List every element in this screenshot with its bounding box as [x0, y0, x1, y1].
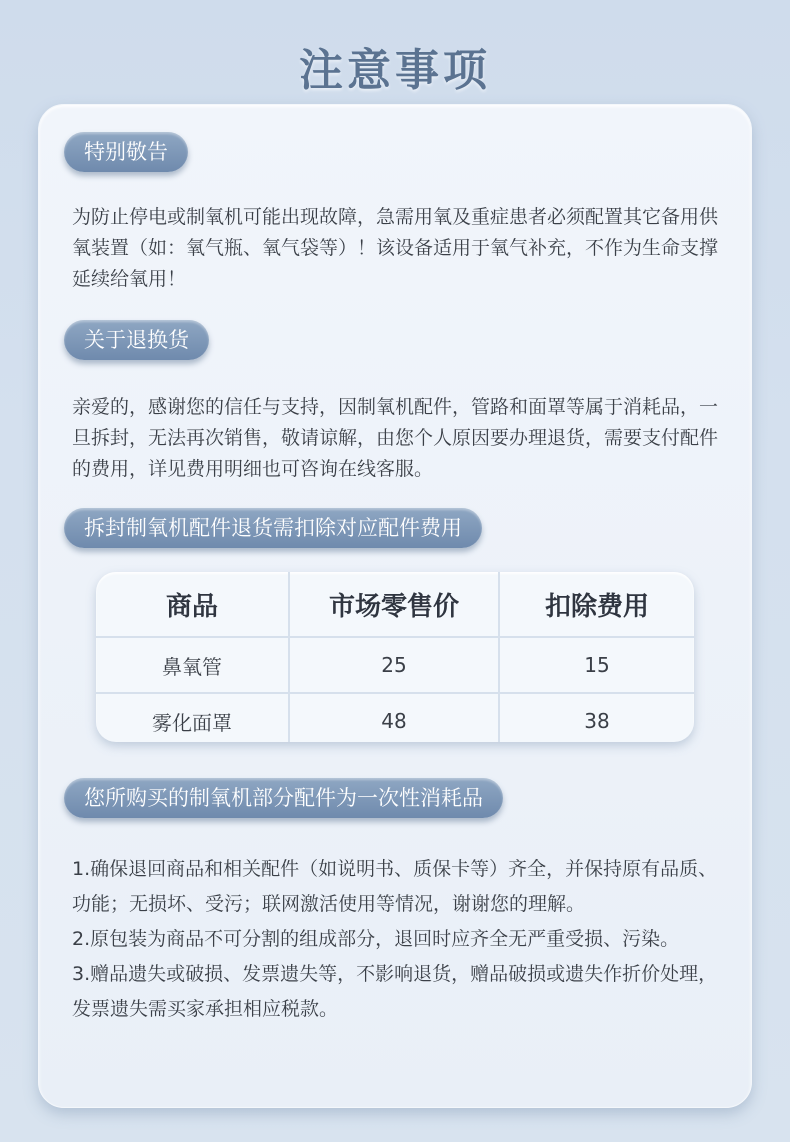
section-label-warning: 特别敬告	[64, 132, 188, 172]
section-label-returns: 关于退换货	[64, 320, 209, 360]
section-label-fee: 拆封制氧机配件退货需扣除对应配件费用	[64, 508, 482, 548]
page-title: 注意事项	[299, 45, 491, 96]
returns-text: 亲爱的，感谢您的信任与支持，因制氧机配件，管路和面罩等属于消耗品，一旦拆封，无法再次销售，敬请谅解，由您个人原因要办理退货，需要支付配件的费用，详见费用明细也可咨询在线客服。	[72, 396, 719, 480]
header-product: 商品	[96, 572, 289, 637]
cell-retail-price: 48	[289, 693, 499, 742]
table-header-row	[96, 572, 694, 637]
fee-table	[96, 572, 694, 742]
cell-retail-price: 25	[289, 637, 499, 693]
cell-deduction: 15	[499, 637, 694, 693]
cell-deduction: 38	[584, 709, 610, 733]
table-row	[96, 637, 694, 693]
cell-product: 雾化面罩	[96, 693, 289, 742]
table-row	[96, 693, 694, 742]
list-item: 2.原包装为商品不可分割的组成部分，退回时应齐全无严重受损、污染。	[72, 928, 680, 950]
header-retail-price: 市场零售价	[289, 572, 499, 637]
consumables-list	[72, 852, 732, 1027]
list-item: 1.确保退回商品和相关配件（如说明书、质保卡等）齐全，并保持原有品质、功能；无损坏、受污；联网激活使用等情况，谢谢您的理解。	[72, 858, 718, 915]
list-item: 3.赠品遗失或破损、发票遗失等，不影响退货，赠品破损或遗失作折价处理，发票遗失需买家承担相应税款。	[72, 963, 718, 1020]
cell-product: 鼻氧管	[96, 637, 289, 693]
section-label-consumables: 您所购买的制氧机部分配件为一次性消耗品	[64, 778, 503, 818]
warning-text: 为防止停电或制氧机可能出现故障，急需用氧及重症患者必须配置其它备用供氧装置（如：氧气瓶、氧气袋等）！该设备适用于氧气补充，不作为生命支撑延续给氧用！	[72, 206, 719, 290]
header-deduction: 扣除费用	[499, 572, 694, 637]
